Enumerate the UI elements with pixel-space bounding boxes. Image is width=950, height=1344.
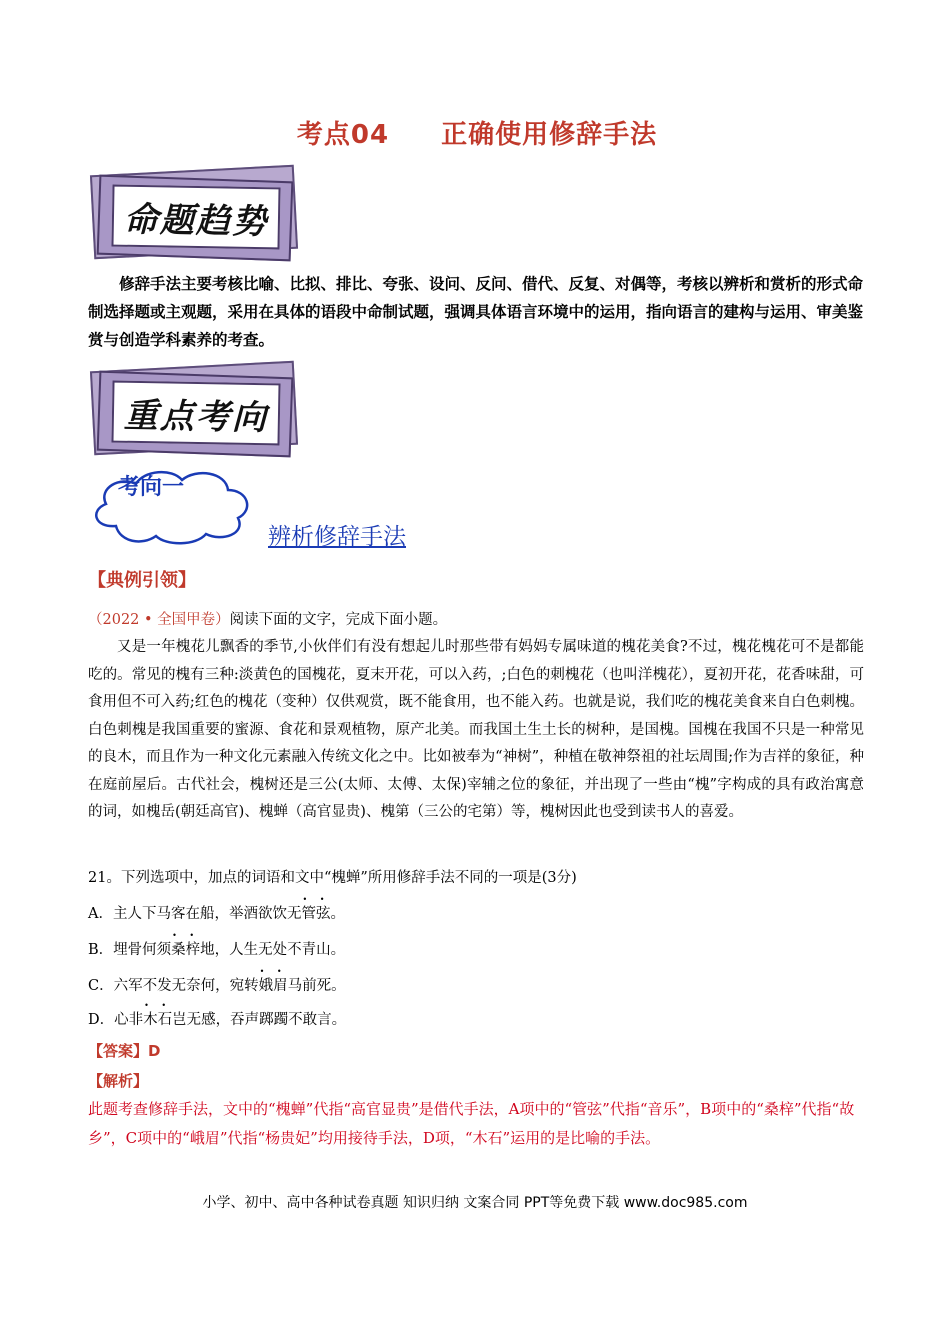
cloud-label: 考向一 <box>118 474 185 500</box>
example-heading: 【典例引领】 <box>88 570 196 591</box>
option-a: A．主人下马客在船，举酒欲饮无• • 管弦。 <box>88 902 345 923</box>
banner-trend <box>88 170 300 262</box>
banner-focus-label: 重点考向 <box>111 381 280 446</box>
option-b: B．埋骨何须• • 桑梓地，人生无处不青山。 <box>88 938 345 959</box>
option-d: D．心非• • 木石岂无感，吞声踯躅不敢言。 <box>88 1008 346 1029</box>
title-text: 正确使用修辞手法 <box>441 120 658 150</box>
passage-text: 又是一年槐花儿飘香的季节,小伙伴们有没有想起儿时那些带有妈妈专属味道的槐花美食?不过，槐花槐花可不是都能吃的。常见的槐有三种:淡黄色的国槐花，夏末开花，可以入药，;白色的刺槐花（也叫洋槐花），夏初开花，花香味甜，可食用但不可入药;红色的槐花（变种）仅供观赏，既不能食用，也不能入药。也就是说，我们吃的槐花美食来自白色刺槐。白色刺槐是我国重要的蜜源、食花和景观植物，原产北美。而我国土生土长的树种，是国槐。国槐在我国不只是一种常见的良木，而且作为一种文化元素融入传统文化之中。比如被奉为“神树”，种植在敬神祭祖的社坛周围;作为吉祥的象征，种在庭前屋后。古代社会，槐树还是三公(太师、太傅、太保)宰辅之位的象征，并出现了一些由“槐”字构成的具有政治寓意的词，如槐岳(朝廷高官)、槐蝉（高官显贵)、槐第（三公的宅第）等，槐树因此也受到读书人的喜爱。 <box>88 639 864 820</box>
option-c-dotted: • • 娥眉 <box>259 978 288 994</box>
section-subheading[interactable]: 辨析修辞手法 <box>268 524 406 550</box>
option-c: C．六军不发无奈何，宛转• • 娥眉马前死。 <box>88 974 346 995</box>
analysis-text: 此题考查修辞手法，文中的“槐蝉”代指“高官显贵”是借代手法，A项中的“管弦”代指“音乐”，B项中的“桑梓”代指“故乡”，C项中的“峨眉”代指“杨贵妃”均用接待手法，D项，“木石”运用的是比喻的手法。 <box>88 1100 855 1147</box>
source-instruction: 阅读下面的文字，完成下面小题。 <box>229 612 448 628</box>
answer: 【答案】D <box>88 1042 161 1060</box>
intro-paragraph: 修辞手法主要考核比喻、比拟、排比、夸张、设问、反问、借代、反复、对偶等，考核以辨析和赏析的形式命制选择题或主观题，采用在具体的语段中命制试题，强调具体语言环境中的运用，指向语言的建构与运用、审美鉴赏与创造学科素养的考查。 <box>88 275 864 349</box>
banner-trend-label: 命题趋势 <box>111 185 280 250</box>
option-d-dotted: • • 木石 <box>143 1012 172 1028</box>
question-text: 21。下列选项中，加点的词语和文中“槐蝉”所用修辞手法不同的一项是(3分) <box>88 870 577 886</box>
banner-focus <box>88 366 300 458</box>
option-a-dotted: • • 管弦 <box>301 906 330 922</box>
source-label: （2022 • 全国甲卷） <box>88 612 230 628</box>
option-b-dotted: • • 桑梓 <box>171 942 200 958</box>
title-label: 考点04 <box>296 120 390 150</box>
source-line <box>88 608 447 629</box>
footer: 小学、初中、高中各种试卷真题 知识归纳 文案合同 PPT等免费下载 www.doc985.com <box>202 1195 748 1211</box>
analysis-heading: 【解析】 <box>88 1072 149 1090</box>
page-title <box>0 114 950 151</box>
